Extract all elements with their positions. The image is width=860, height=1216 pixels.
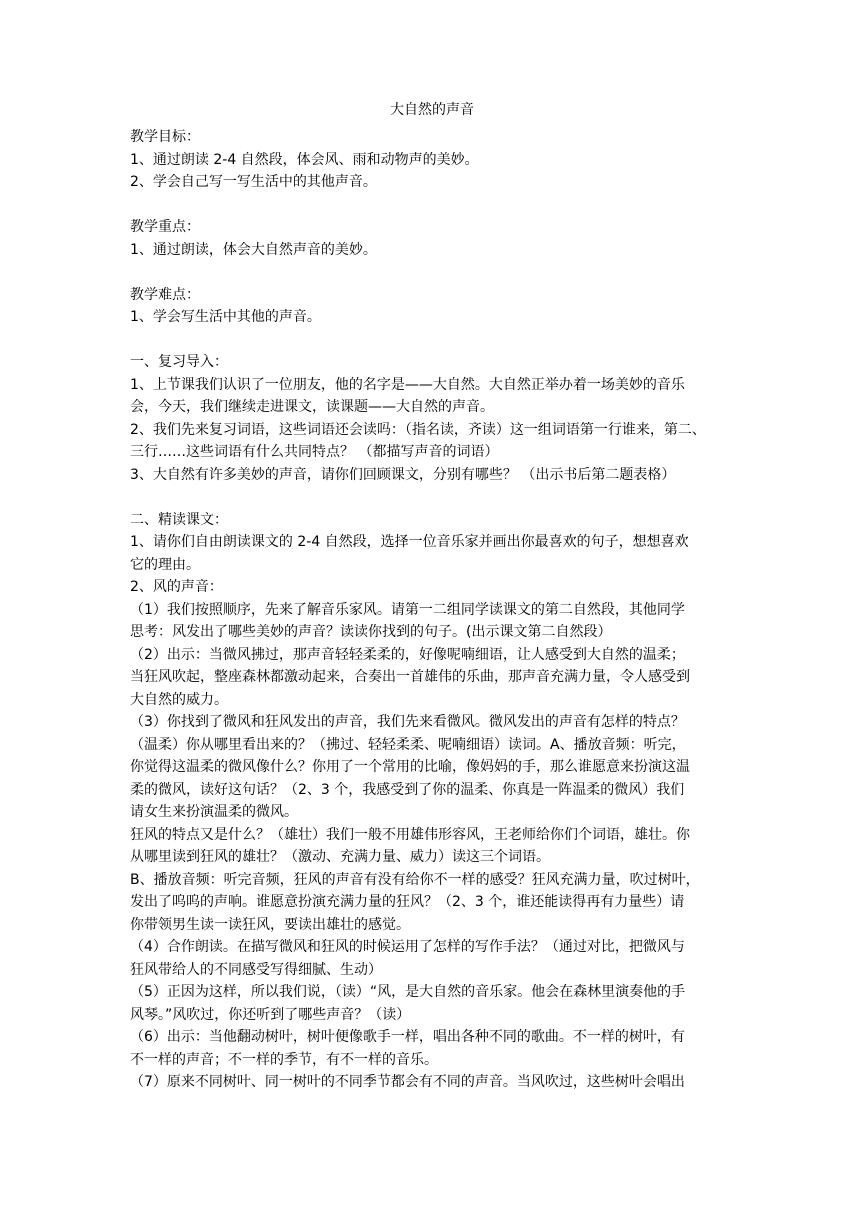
section1-line: 三行……这些词语有什么共同特点？ （都描写声音的词语） [130, 444, 499, 460]
section2-line: （温柔）你从哪里看出来的？（拂过、轻轻柔柔、呢喃细语）读词。A、播放音频：听完， [130, 736, 686, 753]
section2-line: 柔的微风，读好这句话？（2、3 个，我感受到了你的温柔、你真是一阵温柔的微风）我们 [130, 781, 685, 798]
section1-line: 2、我们先来复习词语，这些词语还会读吗：（指名读，齐读）这一组词语第一行谁来，第二、 [130, 421, 706, 438]
blank-line [130, 329, 730, 352]
section2-heading: 二、精读课文： [130, 511, 228, 528]
section2-line: 你带领男生读一读狂风，要读出雄壮的感觉。 [130, 916, 410, 933]
difficulties-heading: 教学难点： [130, 286, 200, 303]
section2-line: 狂风带给人的不同感受写得细腻、生动） [130, 961, 382, 978]
blank-line [130, 261, 730, 284]
section2-line: （7）原来不同树叶、同一树叶的不同季节都会有不同的声音。当风吹过，这些树叶会唱出 [130, 1074, 685, 1090]
section2-line: 大自然的威力。 [130, 691, 228, 708]
section1-line: 1、上节课我们认识了一位朋友，他的名字是——大自然。大自然正举办着一场美妙的音乐 [130, 376, 685, 393]
section2-line: （1）我们按照顺序，先来了解音乐家风。请第一二组同学读课文的第二自然段，其他同学 [130, 601, 685, 618]
objective-item: 1、通过朗读 2-4 自然段，体会风、雨和动物声的美妙。 [130, 151, 479, 168]
section2-line: 2、风的声音： [130, 579, 223, 595]
section2-line: 思考：风发出了哪些美妙的声音？读读你找到的句子。(出示课文第二自然段） [130, 624, 612, 640]
section1-line: 3、大自然有许多美妙的声音，请你们回顾课文，分别有哪些？ （出示书后第二题表格） [130, 466, 676, 483]
section2-line: 发出了呜呜的声响。谁愿意扮演充满力量的狂风？（2、3 个，谁还能读得再有力量些）请 [130, 894, 685, 910]
objective-item: 2、学会自己写一写生活中的其他声音。 [130, 174, 377, 190]
section2-line: 你觉得这温柔的微风像什么？你用了一个常用的比喻，像妈妈的手，那么谁愿意来扮演这温 [130, 759, 690, 775]
blank-line [130, 194, 730, 217]
section2-line: （3）你找到了微风和狂风发出的声音，我们先来看微风。微风发出的声音有怎样的特点？ [130, 714, 685, 730]
section2-line: 1、请你们自由朗读课文的 2-4 自然段，选择一位音乐家并画出你最喜欢的句子，想想喜欢 [130, 534, 689, 550]
key-point-item: 1、通过朗读，体会大自然声音的美妙。 [130, 241, 377, 258]
document-page [130, 98, 730, 1094]
section2-line: 不一样的声音；不一样的季节，有不一样的音乐。 [130, 1051, 438, 1068]
section2-line: 当狂风吹起，整座森林都激动起来，合奏出一首雄伟的乐曲，那声音充满力量，令人感受到 [130, 669, 690, 685]
section1-line: 会，今天，我们继续走进课文，读课题——大自然的声音。 [130, 399, 494, 415]
section1-heading: 一、复习导入： [130, 354, 228, 370]
section2-line: （2）出示：当微风拂过，那声音轻轻柔柔的，好像呢喃细语，让人感受到大自然的温柔； [130, 646, 685, 663]
section2-line: （5）正因为这样，所以我们说，（读）“风，是大自然的音乐家。他会在森林里演奏他的手 [130, 984, 686, 1000]
section2-line: 从哪里读到狂风的雄壮？（激动、充满力量、威力）读这三个词语。 [130, 849, 550, 865]
section2-line: 它的理由。 [130, 556, 200, 573]
section2-line: 狂风的特点又是什么？（雄壮）我们一般不用雄伟形容风，王老师给你们个词语，雄壮。你 [130, 826, 690, 843]
blank-line [130, 486, 730, 509]
section2-line: 风琴。”风吹过，你还听到了哪些声音？（读） [130, 1006, 411, 1023]
difficulty-item: 1、学会写生活中其他的声音。 [130, 309, 321, 325]
key-points-heading: 教学重点： [130, 219, 200, 235]
section2-line: B、播放音频：听完音频，狂风的声音有没有给你不一样的感受？狂风充满力量，吹过树叶， [130, 871, 700, 888]
section2-line: （6）出示：当他翻动树叶，树叶便像歌手一样，唱出各种不同的歌曲。不一样的树叶，有 [130, 1029, 685, 1045]
section2-line: 请女生来扮演温柔的微风。 [130, 804, 298, 820]
section2-line: （4）合作朗读。在描写微风和狂风的时候运用了怎样的写作手法？（通过对比，把微风与 [130, 939, 685, 955]
document-title: 大自然的声音 [390, 102, 474, 118]
objectives-heading: 教学目标： [130, 129, 200, 145]
